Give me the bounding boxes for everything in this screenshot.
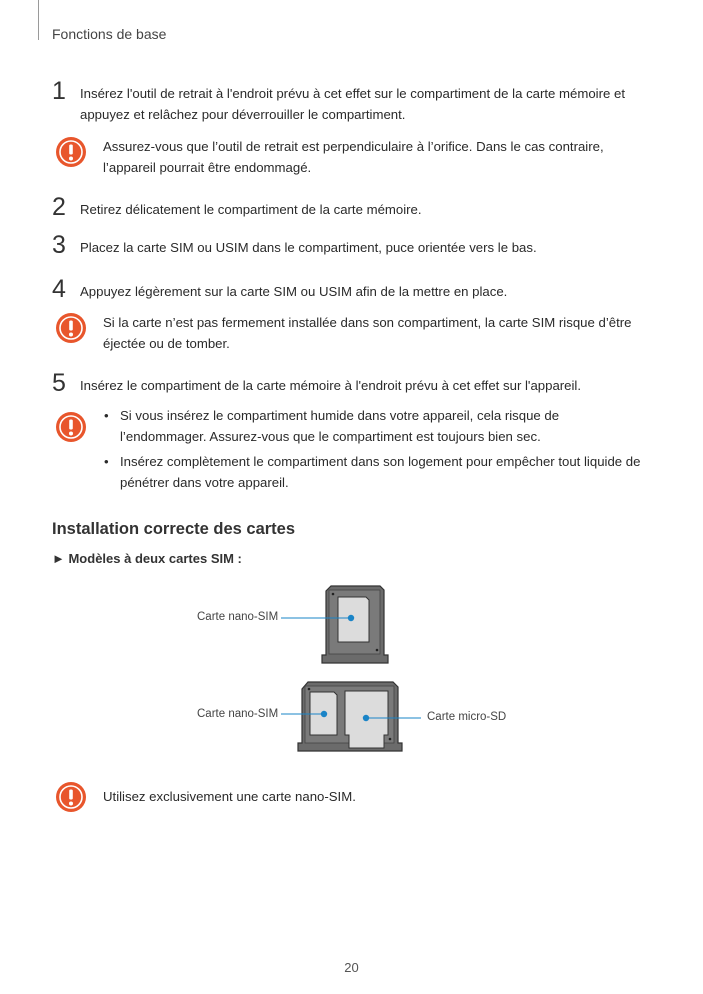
page-number: 20	[344, 960, 359, 975]
step-text: Insérez l'outil de retrait à l'endroit prévu à cet effet sur le compartiment de la carte mémoire et appuyez et relâchez pour déverrouiller le compartiment.	[80, 86, 626, 122]
warning-icon	[55, 136, 87, 168]
warning-text: Utilisez exclusivement une carte nano-SIM.	[103, 789, 356, 804]
bullet-text: Si vous insérez le compartiment humide dans votre appareil, cela risque de l’endommager. Assurez-vous que le compartiment est toujours bien sec.	[120, 408, 560, 444]
bullet-text: Insérez complètement le compartiment dans son logement pour empêcher tout liquide de pénétrer dans votre appareil.	[120, 454, 641, 490]
warning-icon	[55, 411, 87, 443]
callout-leaders	[281, 615, 421, 721]
list-item	[100, 451, 645, 493]
header-rule	[38, 0, 39, 40]
warning-bullet-list	[100, 405, 645, 497]
step-number: 3	[52, 231, 66, 259]
step-number: 1	[52, 77, 66, 105]
step-text: Appuyez légèrement sur la carte SIM ou USIM afin de la mettre en place.	[80, 284, 508, 299]
warning-icon	[55, 781, 87, 813]
bullet-dot: •	[104, 454, 109, 469]
step-text: Insérez le compartiment de la carte mémoire à l'endroit prévu à cet effet sur l'appareil.	[80, 378, 582, 393]
warning-text: Assurez-vous que l’outil de retrait est perpendiculaire à l’orifice. Dans le cas contraire, l’appareil pourrait être endommagé.	[103, 139, 604, 175]
bullet-dot: •	[104, 408, 109, 423]
warning-text: Si la carte n’est pas fermement installée dans son compartiment, la carte SIM risque d’être éjectée ou de tomber.	[103, 315, 632, 351]
step-text: Retirez délicatement le compartiment de la carte mémoire.	[80, 202, 422, 217]
dual-sim-tray	[298, 682, 402, 751]
warning-icon	[55, 312, 87, 344]
label-nano-sim-top: Carte nano-SIM	[197, 611, 279, 623]
list-item	[100, 405, 645, 447]
single-sim-tray	[322, 586, 388, 663]
label-nano-sim-bottom: Carte nano-SIM	[197, 708, 279, 720]
step-text: Placez la carte SIM ou USIM dans le compartiment, puce orientée vers le bas.	[80, 240, 537, 255]
models-label: ► Modèles à deux cartes SIM :	[52, 551, 242, 566]
step-number: 5	[52, 369, 66, 397]
page-header-title: Fonctions de base	[52, 26, 167, 42]
step-number: 2	[52, 193, 66, 221]
step-number: 4	[52, 275, 66, 303]
section-title: Installation correcte des cartes	[52, 520, 296, 538]
label-micro-sd: Carte micro-SD	[427, 711, 507, 723]
